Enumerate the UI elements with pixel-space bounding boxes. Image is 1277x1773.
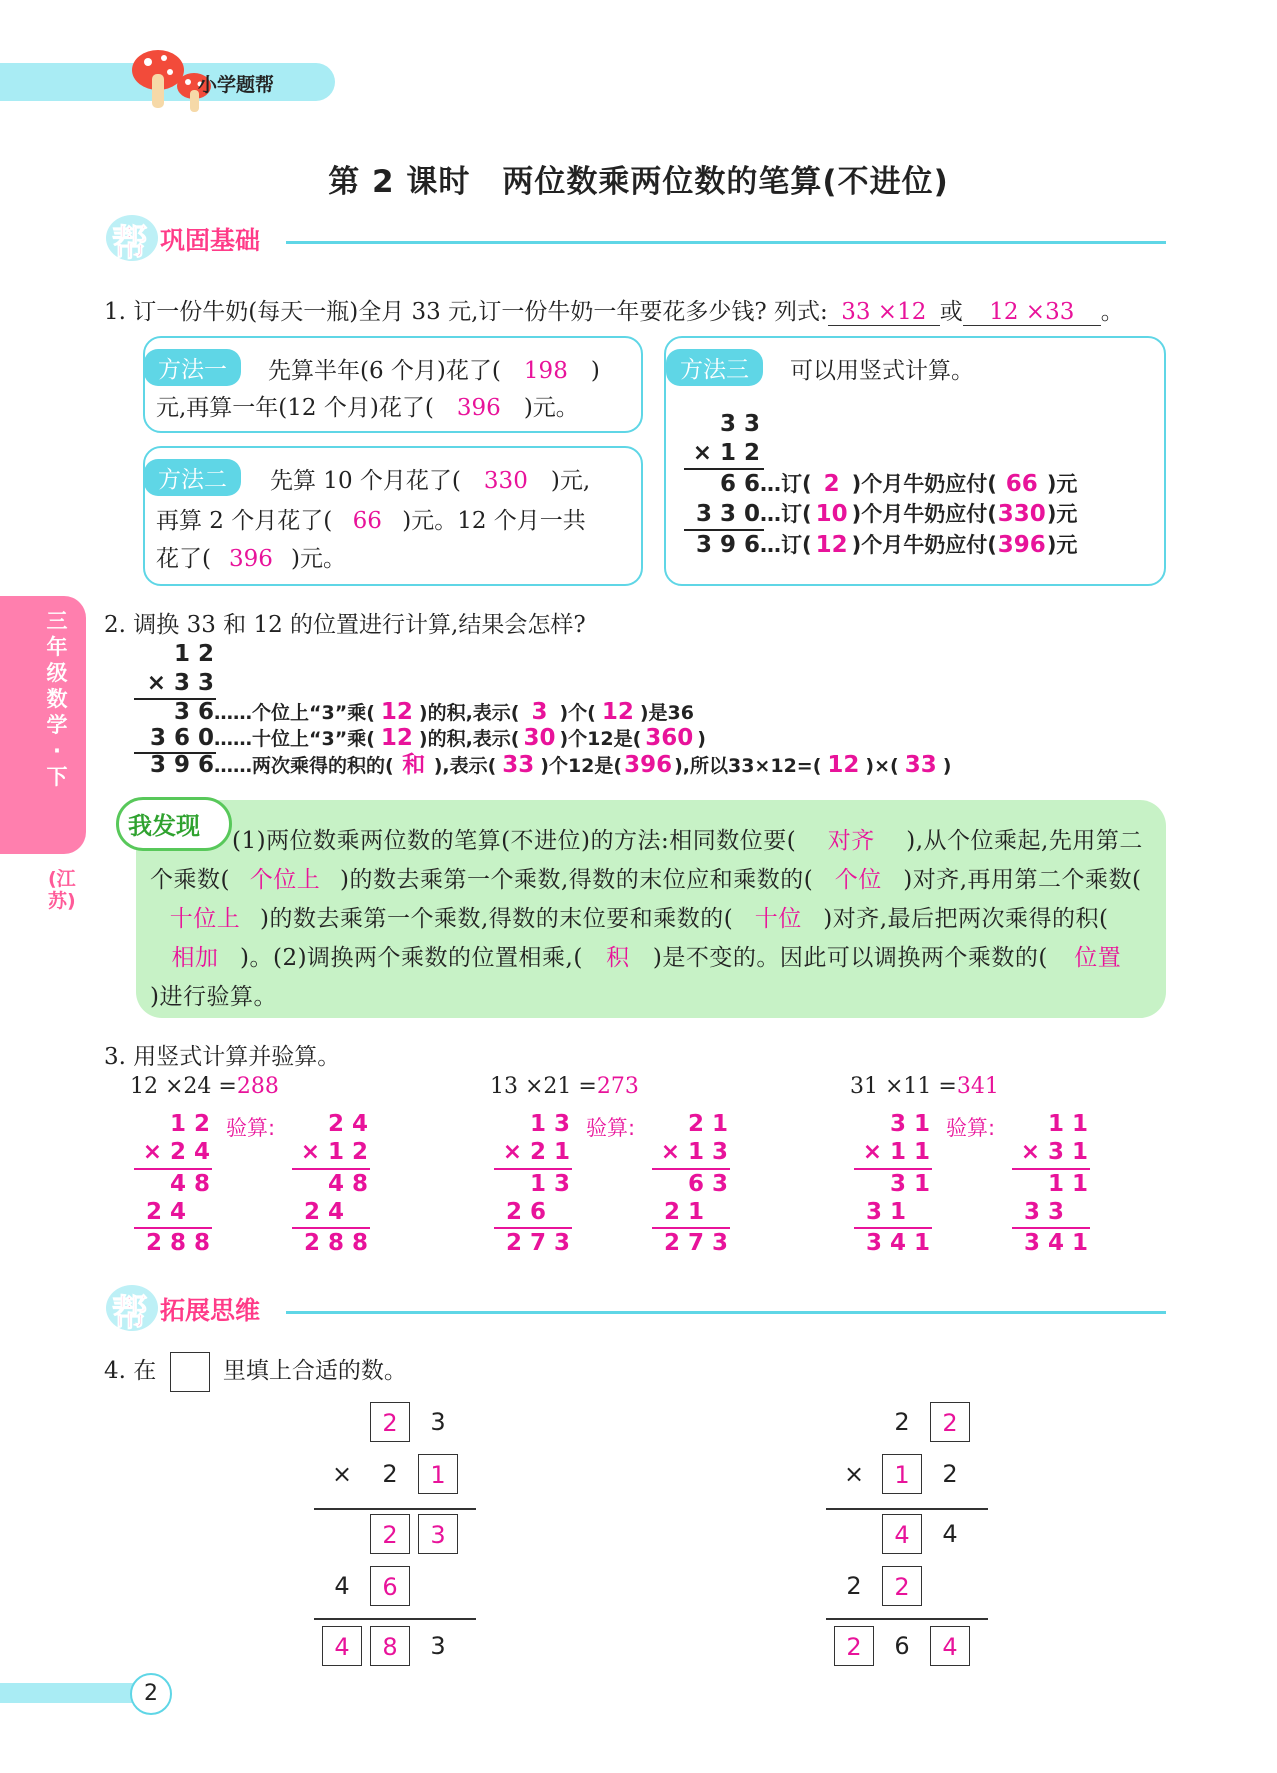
check-label: 验算: [946,1116,996,1140]
digit: × [331,1460,353,1488]
answer: 个位上 [249,867,321,893]
answer-box[interactable]: 1 [418,1454,458,1494]
answer: 33 [904,752,937,778]
check-label: 验算: [586,1116,636,1140]
calc-line [826,1508,988,1510]
answer: 330 [997,501,1046,527]
question-1 [104,293,1124,326]
check-multiplier: × 3 1 [1020,1139,1088,1165]
answer: 330 [483,468,528,494]
text: )元 [1046,472,1078,496]
discovery-tag-label: 我发现 [128,812,200,840]
text: 4. 在 [104,1358,157,1384]
answer: 十位上 [169,906,241,932]
text: )元。12 个月一共 [402,508,586,534]
answer: 198 [523,358,568,384]
section-header-extend [106,1283,1166,1333]
text: )对齐,最后把两次乘得的积( [823,906,1109,932]
or-text: 或 [939,299,963,325]
side-tab-province: (江苏) [48,868,76,912]
question-3: 3. 用竖式计算并验算。 [104,1044,341,1070]
text: ) [697,728,706,750]
answer: 相加 [171,945,219,971]
answer: 66 [352,508,382,534]
answer-box[interactable]: 6 [370,1566,410,1606]
side-tab-grade: 三年级数学·下 [46,609,68,789]
answer-formula-2: 12 ×33 [963,299,1101,326]
end-punct: 。 [1100,299,1124,325]
digit: 4 [942,1520,958,1548]
answer-box[interactable]: 1 [882,1454,922,1494]
answer: 和 [402,752,426,778]
row-number: 3 3 0 [695,501,760,527]
text: )元。 [290,546,346,572]
text: )进行验算。 [150,984,277,1010]
calc-partial-1: 1 3 [529,1171,570,1197]
brand-name: 小学题帮 [198,74,275,96]
text: 花了( [156,546,211,572]
answer: 288 [236,1074,279,1099]
digit: × [843,1460,865,1488]
answer-box[interactable]: 2 [834,1626,874,1666]
text: )元, [550,468,591,494]
answer: 12 [601,699,634,725]
answer: 396 [624,752,673,778]
text: (1)两位数乘两位数的笔算(不进位)的方法:相同数位要( [232,828,797,854]
answer: 360 [645,725,694,751]
method-3-tag: 方法三 [666,349,763,386]
row-number: 6 6 [719,471,760,497]
answer: 66 [1005,471,1038,497]
digit: 3 [430,1632,446,1660]
q2-row-3 [130,751,951,781]
text: ……两次乘得的积的( [214,755,394,777]
expression: 13 ×21 = [490,1074,597,1099]
text: …订( [760,533,812,557]
text: ),所以33×12=( [674,755,822,777]
q3-expression [130,1074,279,1099]
answer-box[interactable]: 4 [322,1626,362,1666]
text: ) [942,755,952,777]
check-partial-1: 6 3 [687,1171,728,1197]
check-top: 1 1 [1047,1111,1088,1137]
section-title: 巩固基础 [160,226,261,255]
text: )个12是( [540,755,623,777]
answer: 2 [823,471,840,497]
text: )是36 [639,702,694,724]
calc-partial-2: 3 1 [865,1199,906,1225]
section-divider [286,241,1166,244]
answer: 十位 [754,906,802,932]
text: )×( [865,755,899,777]
text: )。(2)调换两个乘数的位置相乘,( [240,945,583,971]
text: )个月牛奶应付( [851,502,997,526]
answer: 396 [997,532,1046,558]
question-2: 2. 调换 33 和 12 的位置进行计算,结果会怎样? [104,612,586,638]
row-number: 3 9 6 [695,532,760,558]
check-multiplier: × 1 3 [660,1139,728,1165]
digit: 3 [430,1408,446,1436]
answer: 33 [502,752,535,778]
text: …订( [760,472,812,496]
answer-box[interactable]: 2 [882,1566,922,1606]
question-4 [104,1352,407,1392]
q2-row-2 [130,724,706,754]
digit: 2 [382,1460,398,1488]
check-result: 2 7 3 [663,1230,728,1256]
answer: 12 [380,725,413,751]
text: )的积,表示( [418,728,520,750]
text: …订( [760,502,812,526]
text: 先算半年(6 个月)花了( [268,358,501,384]
text: 再算 2 个月花了( [156,508,333,534]
text: )对齐,再用第二个乘数( [903,867,1142,893]
method-2-line-2 [156,502,586,535]
answer: 个位 [834,867,882,893]
calc-line [314,1618,476,1620]
calc-top: 1 3 [529,1111,570,1137]
digit: 6 [894,1632,910,1660]
discovery-text [150,822,1155,1017]
section-divider [286,1311,1166,1314]
answer-box[interactable]: 2 [370,1402,410,1442]
answer-box[interactable]: 4 [930,1626,970,1666]
section-header-basics [106,213,1166,263]
check-top: 2 4 [327,1111,368,1137]
side-tab [0,596,86,854]
text: )个月牛奶应付( [851,533,997,557]
calc-multiplier: × 1 1 [862,1139,930,1165]
answer-box[interactable]: 3 [418,1514,458,1554]
answer: 对齐 [827,828,875,854]
q3-expression [850,1074,999,1099]
method-3-row-2 [680,500,1077,529]
calc-top: 3 1 [889,1111,930,1137]
check-partial-1: 4 8 [327,1171,368,1197]
page-title: 第 2 课时 两位数乘两位数的笔算(不进位) [328,164,949,200]
text: 先算 10 个月花了( [270,468,461,494]
expression: 31 ×11 = [850,1074,957,1099]
q3-expression [490,1074,639,1099]
calc-partial-2: 2 4 [145,1199,186,1225]
text: ……十位上“3”乘( [214,728,375,750]
calc-multiplier: × 2 4 [142,1139,210,1165]
check-result: 3 4 1 [1023,1230,1088,1256]
answer-box[interactable]: 2 [370,1514,410,1554]
section-title: 拓展思维 [160,1296,261,1325]
method-2-line-1 [270,462,590,495]
check-partial-2: 2 1 [663,1199,704,1225]
section-logo: 帮 [112,1293,149,1334]
text: )是不变的。因此可以调换两个乘数的( [652,945,1048,971]
answer: 341 [956,1074,999,1099]
digit: 4 [334,1572,350,1600]
calc-partial-1: 4 8 [169,1171,210,1197]
calc-top: 1 2 [169,1111,210,1137]
calc-multiplier: × 3 3 [146,670,214,696]
check-partial-2: 3 3 [1023,1199,1064,1225]
text: ),从个位乘起,先用第二个乘数( [150,828,1143,893]
answer: 3 [531,699,548,725]
expression: 12 ×24 = [130,1074,237,1099]
row-number: 3 6 0 [149,725,214,751]
calc-multiplier: × 1 2 [692,440,760,466]
check-partial-1: 1 1 [1047,1171,1088,1197]
answer: 12 [827,752,860,778]
text: )个( [559,702,596,724]
text: ……个位上“3”乘( [214,702,375,724]
method-3-row-1 [680,470,1077,499]
text: )的数去乘第一个乘数,得数的末位要和乘数的( [260,906,734,932]
calc-line [314,1508,476,1510]
answer: 273 [596,1074,639,1099]
method-1-tag: 方法一 [144,349,241,386]
text: )的积,表示( [418,702,520,724]
method-3-row-3 [680,531,1077,560]
answer: 12 [380,699,413,725]
answer: 12 [815,532,848,558]
calc-partial-1: 3 1 [889,1171,930,1197]
answer-formula-1: 33 ×12 [828,299,940,326]
text: )元。 [523,395,579,421]
answer: 位置 [1074,945,1122,971]
calc-line [826,1618,988,1620]
check-multiplier: × 1 2 [300,1139,368,1165]
text: )个月牛奶应付( [851,472,997,496]
answer: 396 [456,395,501,421]
check-label: 验算: [226,1116,276,1140]
answer: 积 [606,945,630,971]
calc-top: 1 2 [173,641,214,667]
text: ),表示( [433,755,497,777]
answer-box[interactable]: 8 [370,1626,410,1666]
calc-multiplier: × 2 1 [502,1139,570,1165]
method-2-line-3 [156,540,346,573]
method-1-line-2 [156,389,579,422]
calc-top: 3 3 [719,411,760,437]
text: )元 [1046,533,1078,557]
calc-result: 3 4 1 [865,1230,930,1256]
text: )个12是( [559,728,642,750]
text: 元,再算一年(12 个月)花了( [156,395,434,421]
answer-box[interactable]: 2 [930,1402,970,1442]
answer-box[interactable]: 4 [882,1514,922,1554]
answer: 396 [229,546,273,572]
digit: 2 [942,1460,958,1488]
text: )元 [1046,502,1078,526]
check-top: 2 1 [687,1111,728,1137]
blank-box-example [170,1352,210,1392]
answer: 30 [523,725,556,751]
text: 里填上合适的数。 [222,1358,407,1384]
text: ) [590,358,600,384]
check-result: 2 8 8 [303,1230,368,1256]
page-number: 2 [130,1673,172,1715]
method-2-tag: 方法二 [144,459,241,496]
row-number: 3 9 6 [149,752,214,778]
check-partial-2: 2 4 [303,1199,344,1225]
method-3-text: 可以用竖式计算。 [790,358,974,384]
section-logo: 帮 [112,223,149,264]
calc-result: 2 7 3 [505,1230,570,1256]
digit: 2 [846,1572,862,1600]
question-text: 1. 订一份牛奶(每天一瓶)全月 33 元,订一份牛奶一年要花多少钱? 列式: [104,299,828,325]
calc-partial-2: 2 6 [505,1199,546,1225]
answer: 10 [815,501,848,527]
digit: 2 [894,1408,910,1436]
method-1-line-1 [268,352,600,385]
row-number: 3 6 [173,699,214,725]
calc-result: 2 8 8 [145,1230,210,1256]
text: )的数去乘第一个乘数,得数的末位应和乘数的( [339,867,814,893]
